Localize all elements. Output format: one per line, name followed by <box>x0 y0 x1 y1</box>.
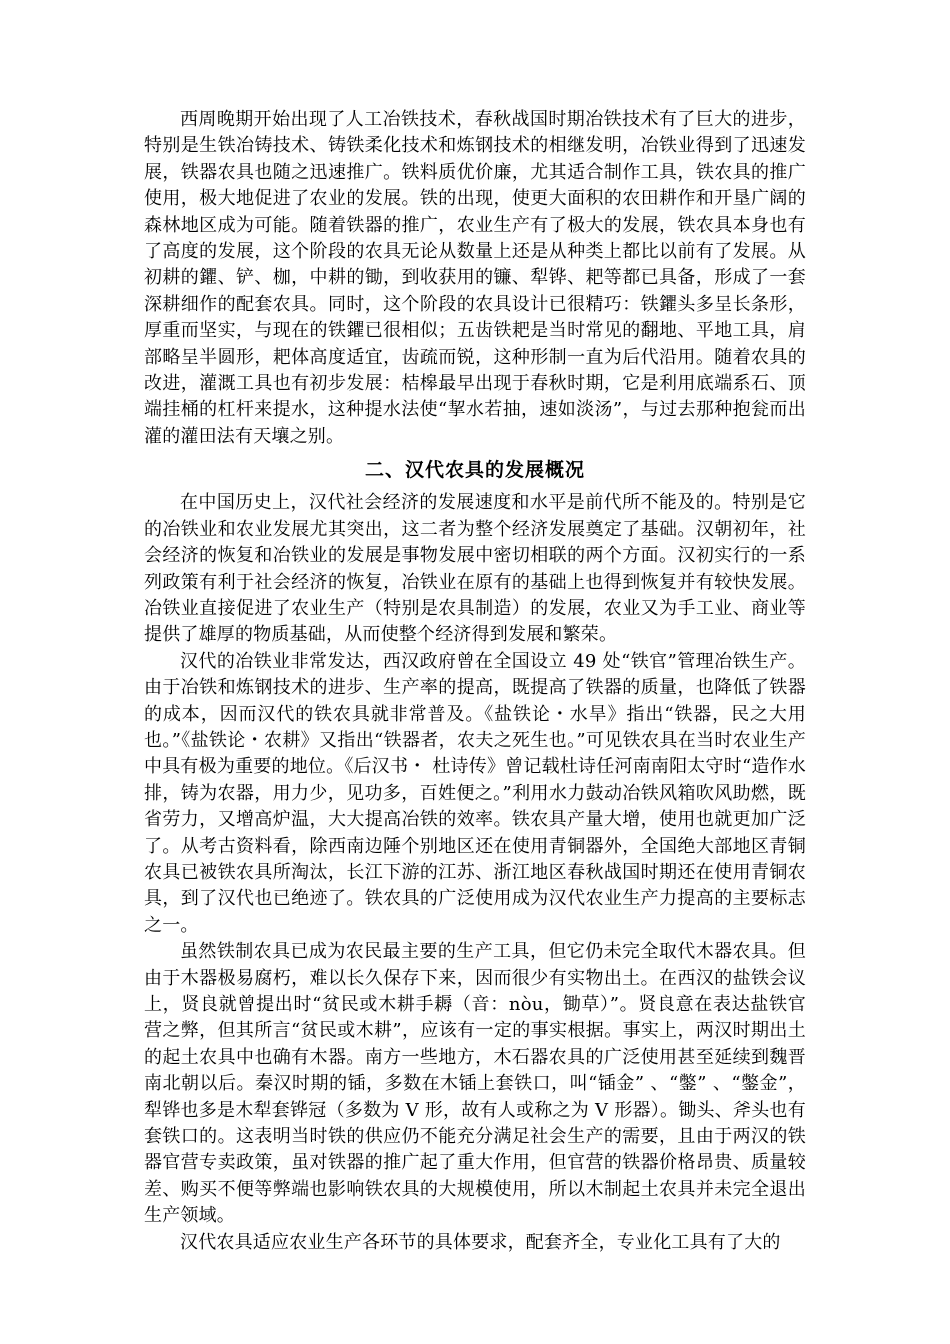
paragraph-zhou-iron-tools: 西周晚期开始出现了人工冶铁技术，春秋战国时期冶铁技术有了巨大的进步，特别是生铁冶铸技术、铸铁柔化技术和炼钢技术的相继发明，冶铁业得到了迅速发展，铁器农具也随之迅速推广。铁料质优价廉，尤其适合制作工具，铁农具的推广使用，极大地促进了农业的发展。铁的出现，使更大面积的农田耕作和开垦广阔的森林地区成为可能。随着铁器的推广，农业生产有了极大的发展，铁农具本身也有了高度的发展，这个阶段的农具无论从数量上还是从种类上都比以前有了发展。从初耕的鑺、铲、枷，中耕的锄，到收获用的镰、犁铧、耙等都已具备，形成了一套深耕细作的配套农具。同时，这个阶段的农具设计已很精巧：铁鑺头多呈长条形，厚重而坚实，与现在的铁鑺已很相似；五齿铁耙是当时常见的翻地、平地工具，肩部略呈半圆形，耙体高度适宜，齿疏而锐，这种形制一直为后代沿用。随着农具的改进，灌溉工具也有初步发展：桔槔最早出现于春秋时期，它是利用底端系石、顶端挂桶的杠杆来提水，这种提水法使“挈水若抽，速如淡汤”，与过去那种抱瓮而出灌的灌田法有天壤之别。 <box>144 109 806 447</box>
paragraph-han-iron-industry: 汉代的冶铁业非常发达，西汉政府曾在全国设立 49 处“铁官”管理冶铁生产。由于冶铁和炼钢技术的进步、生产率的提高，既提高了铁器的质量，也降低了铁器的成本，因而汉代的铁农具就非常普及。《盐铁论・水旱》指出“铁器，民之大用也。”《盐铁论・农耕》又指出“铁器者，农夫之死生也。”可见铁农具在当时农业生产中具有极为重要的地位。《后汉书・ 杜诗传》曾记载杜诗任河南南阳太守时“造作水排，铸为农器，用力少，见功多，百姓便之。”利用水力鼓动冶铁风箱吹风助燃，既省劳力，又增高炉温，大大提高冶铁的效率。铁农具产量大增，使用也就更加广泛了。从考古资料看，除西南边陲个别地区还在使用青铜器外，全国绝大部地区青铜农具已被铁农具所淘汰，长江下游的江苏、浙江地区春秋战国时期还在使用青铜农具，到了汉代也已绝迹了。铁农具的广泛使用成为汉代农业生产力提高的主要标志之一。 <box>144 650 806 936</box>
paragraph-wooden-tools: 虽然铁制农具已成为农民最主要的生产工具，但它仍未完全取代木器农具。但由于木器极易腐朽，难以长久保存下来，因而很少有实物出土。在西汉的盐铁会议上，贤良就曾提出时“贫民或木耕手耨（音：nòu，锄草）”。贤良意在表达盐铁官营之弊，但其所言“贫民或木耕”，应该有一定的事实根据。事实上，两汉时期出土的起土农具中也确有木器。南方一些地方，木石器农具的广泛使用甚至延续到魏晋南北朝以后。秦汉时期的锸，多数在木锸上套铁口，叫“锸金” 、“鐅” 、“鐅金”，犁铧也多是木犁套铧冠（多数为 V 形，故有人或称之为 V 形器）。锄头、斧头也有套铁口的。这表明当时铁的供应仍不能充分满足社会生产的需要，且由于两汉的铁器官营专卖政策，虽对铁器的推广起了重大作用，但官营的铁器价格昂贵、质量较差、购买不便等弊端也影响铁农具的大规模使用，所以木制起土农具并未完全退出生产领域。 <box>144 941 806 1227</box>
paragraph-han-economy: 在中国历史上，汉代社会经济的发展速度和水平是前代所不能及的。特别是它的冶铁业和农业发展尤其突出，这二者为整个经济发展奠定了基础。汉朝初年，社会经济的恢复和冶铁业的发展是事物发展中密切相联的两个方面。汉初实行的一系列政策有利于社会经济的恢复，冶铁业在原有的基础上也得到恢复并有较快发展。冶铁业直接促进了农业生产（特别是农具制造）的发展，农业又为手工业、商业等提供了雄厚的物质基础，从而使整个经济得到发展和繁荣。 <box>144 492 806 646</box>
document-page <box>144 107 806 1256</box>
paragraph-han-tool-specialization: 汉代农具适应农业生产各环节的具体要求，配套齐全，专业化工具有了大的 <box>180 1231 781 1253</box>
section-heading: 二、汉代农具的发展概况 <box>364 459 585 482</box>
